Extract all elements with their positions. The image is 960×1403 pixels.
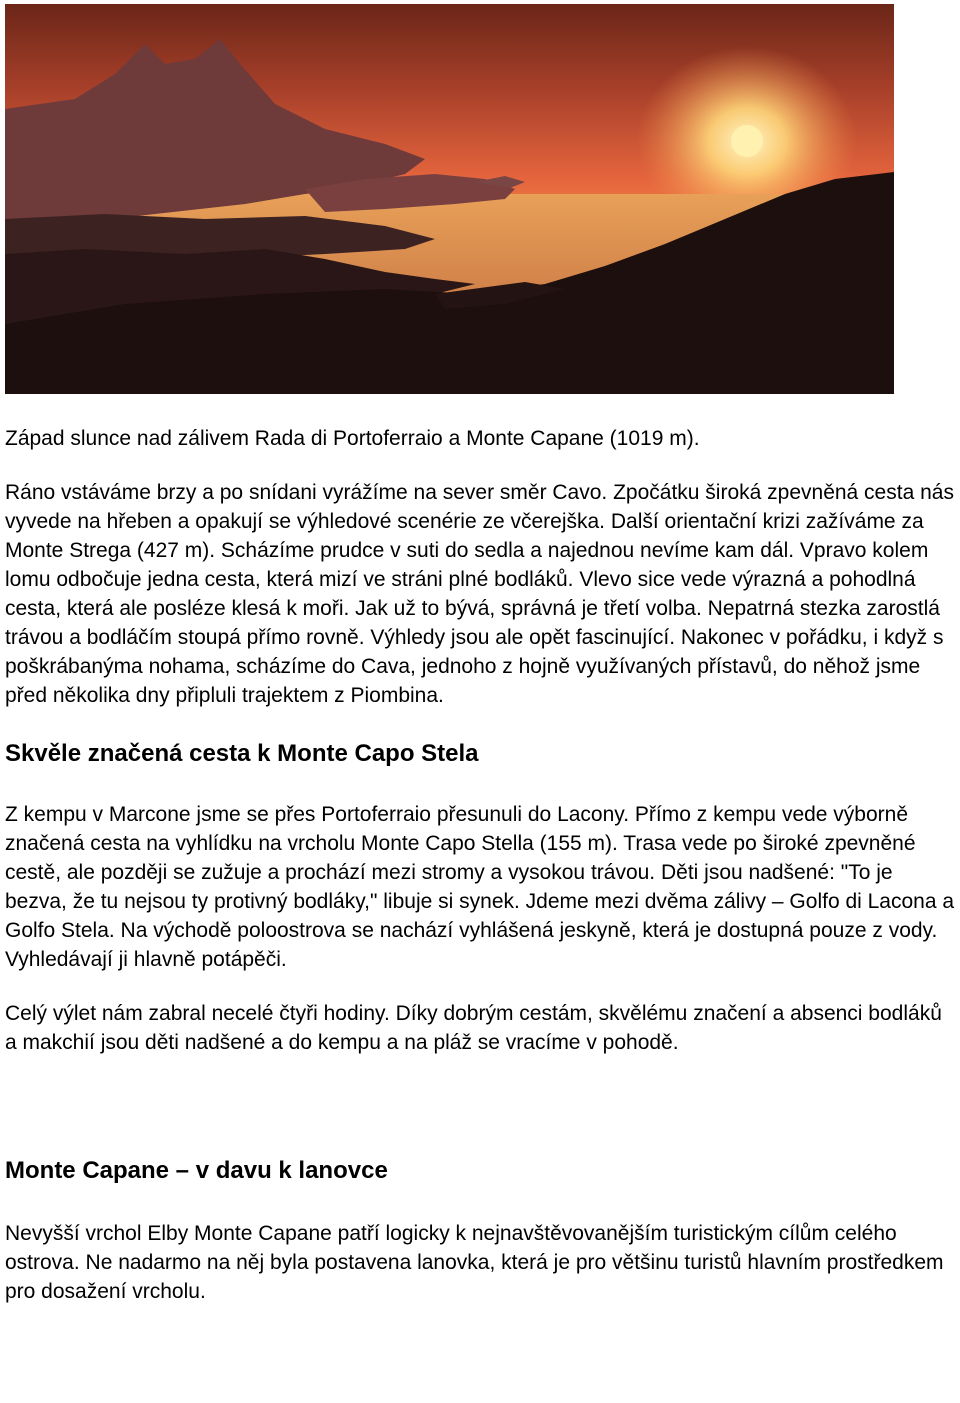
sunset-photo	[5, 4, 894, 394]
article	[5, 424, 955, 1306]
sunset-photo-icon	[5, 4, 894, 394]
paragraph-lacona: Z kempu v Marcone jsme se přes Portoferraio přesunuli do Lacony. Přímo z kempu vede výborně značená cesta na vyhlídku na vrcholu Monte Capo Stella (155 m). Trasa vede po široké zpevněné cestě, ale později se zužuje a prochází mezi stromy a vysokou trávou. Děti jsou nadšené: "To je bezva, že tu nejsou ty protivný bodláky," libuje si synek. Jdeme mezi dvěma zálivy – Golfo di Lacona a Golfo Stela. Na východě poloostrova se nachází vyhlášená jeskyně, která je dostupná pouze z vody. Vyhledávají ji hlavně potápěči.	[5, 803, 955, 971]
heading-monte-capo-stela: Skvěle značená cesta k Monte Capo Stela	[5, 740, 479, 767]
paragraph-monte-capane: Nevyšší vrchol Elby Monte Capane patří logicky k nejnavštěvovanějším turistickým cílům celého ostrova. Ne nadarmo na něj byla postavena lanovka, která je pro většinu turistů hlavním prostředkem pro dosažení vrcholu.	[5, 1222, 944, 1303]
heading-monte-capane: Monte Capane – v davu k lanovce	[5, 1157, 388, 1184]
paragraph-cavo: Ráno vstáváme brzy a po snídani vyrážíme na sever směr Cavo. Zpočátku široká zpevněná cesta nás vyvede na hřeben a opakují se výhledové scenérie ze včerejška. Další orientační krizi zažíváme za Monte Strega (427 m). Scházíme prudce v suti do sedla a najednou nevíme kam dál. Vpravo kolem lomu odbočuje jedna cesta, která mizí ve stráni plné bodláků. Vlevo sice vede výrazná a pohodlná cesta, která ale posléze klesá k moři. Jak už to bývá, správná je třetí volba. Nepatrná stezka zarostlá trávou a bodláčím stoupá přímo rovně. Výhledy jsou ale opět fascinující. Nakonec v pořádku, i když s poškrábanýma nohama, scházíme do Cava, jednoho z hojně využívaných přístavů, do něhož jsme před několika dny připluli trajektem z Piombina.	[5, 481, 954, 707]
photo-caption: Západ slunce nad zálivem Rada di Portoferraio a Monte Capane (1019 m).	[5, 427, 700, 450]
paragraph-summary: Celý výlet nám zabral necelé čtyři hodiny. Díky dobrým cestám, skvělému značení a absenci bodláků a makchií jsou děti nadšené a do kempu a na pláž se vracíme v pohodě.	[5, 1002, 942, 1054]
